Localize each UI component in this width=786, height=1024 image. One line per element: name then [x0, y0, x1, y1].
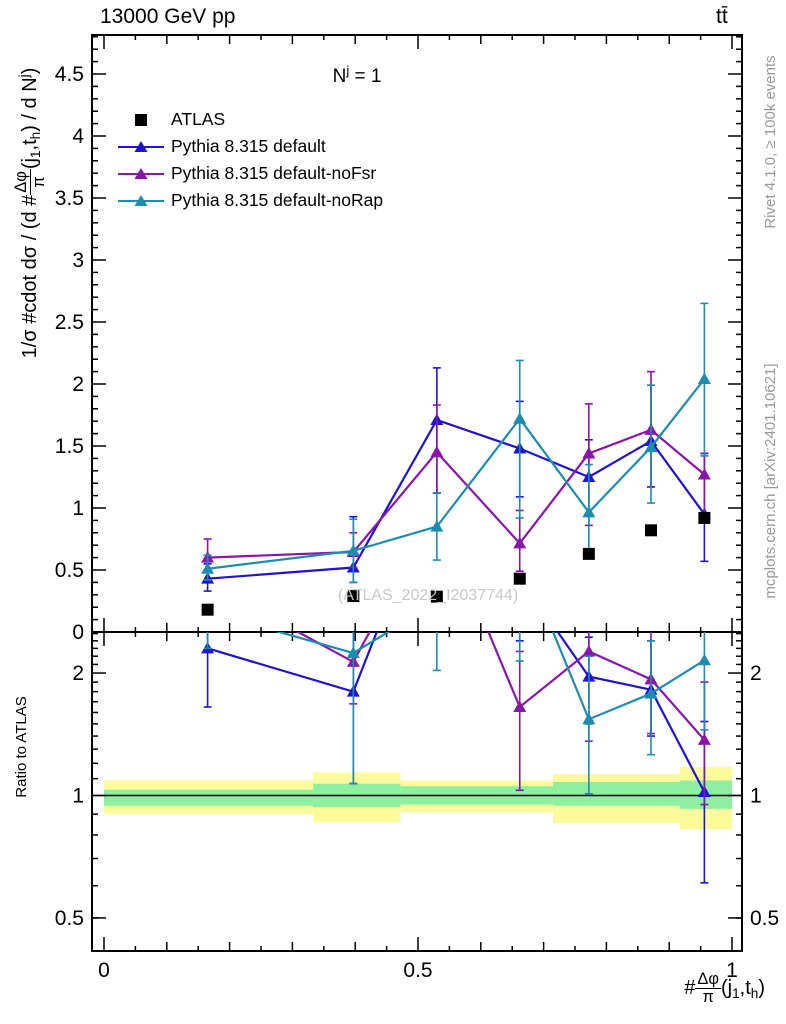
ratio-uncertainty-bands — [92, 767, 742, 829]
svg-text:4: 4 — [72, 124, 84, 148]
main-series-1 — [201, 368, 711, 591]
triangle-line-marker-icon — [118, 167, 164, 181]
ratio-series-3 — [201, 508, 711, 794]
svg-text:0: 0 — [98, 959, 110, 982]
main-series-2 — [201, 372, 711, 572]
svg-text:1: 1 — [726, 959, 738, 982]
svg-text:1: 1 — [750, 784, 762, 808]
svg-text:0.5: 0.5 — [54, 906, 84, 930]
legend-label: Pythia 8.315 default-noFsr — [171, 163, 377, 183]
svg-text:2: 2 — [72, 372, 84, 396]
legend-item-atlas — [118, 106, 383, 133]
triangle-line-marker-icon — [118, 194, 164, 208]
triangle-line-marker-icon — [118, 140, 164, 154]
svg-text:1: 1 — [72, 496, 84, 520]
svg-text:2: 2 — [72, 662, 84, 686]
analysis-watermark: (ATLAS_2022_I2037744) — [337, 587, 519, 604]
ratio-series-2 — [201, 468, 711, 805]
square-marker-icon — [118, 113, 164, 127]
svg-text:1.5: 1.5 — [54, 434, 84, 458]
svg-text:1: 1 — [72, 784, 84, 808]
svg-text:0.5: 0.5 — [750, 906, 780, 930]
main-series-3 — [201, 303, 711, 582]
svg-text:2: 2 — [750, 662, 762, 686]
legend — [118, 106, 383, 214]
legend-label: Pythia 8.315 default — [171, 136, 326, 156]
ratio-y-axis-label: Ratio to ATLAS — [13, 696, 30, 798]
svg-text:3.5: 3.5 — [54, 186, 84, 210]
legend-item-nofsr — [118, 160, 383, 187]
svg-text:0.5: 0.5 — [403, 959, 433, 982]
main-y-axis-label: 1/σ #cdot dσ / (d # Δφ π $(j_1,t_h)$ / d $N^j$) — [12, 67, 49, 359]
x-axis-label: # $\frac{\Delta\varphi}{\pi}$ $(j_1,t_h)$ — [684, 970, 765, 1007]
beam-title: 13000 GeV pp — [100, 5, 236, 28]
svg-text:0: 0 — [72, 621, 84, 644]
legend-label: Pythia 8.315 default-noRap — [171, 190, 384, 210]
process-title: tt̄ — [716, 5, 728, 28]
cut-annotation: $N^j = 1$ — [332, 63, 382, 88]
legend-label: ATLAS — [171, 109, 226, 129]
svg-text:3: 3 — [72, 248, 84, 272]
rivet-version-text: Rivet 4.1.0, ≥ 100k events — [762, 55, 779, 229]
svg-text:0.5: 0.5 — [54, 558, 84, 582]
legend-item-norap — [118, 187, 383, 214]
mcplots-reference-text: mcplots.cern.ch [arXiv:2401.10621] — [762, 363, 779, 599]
svg-text:2.5: 2.5 — [54, 310, 84, 334]
svg-text:4.5: 4.5 — [54, 62, 84, 86]
legend-item-default — [118, 133, 383, 160]
